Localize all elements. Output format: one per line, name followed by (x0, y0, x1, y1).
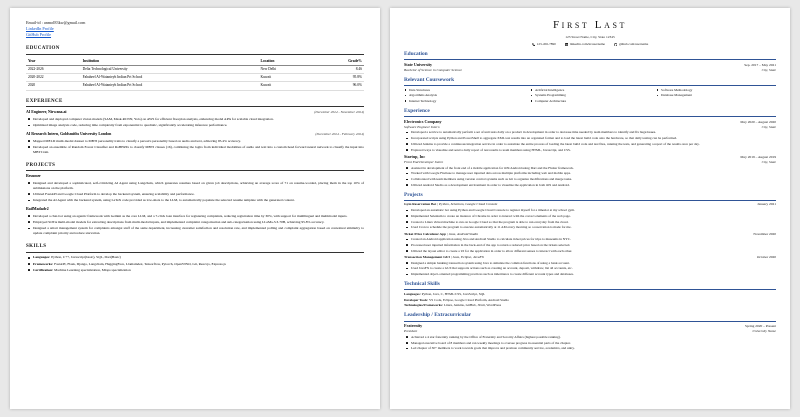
list-item: Systems Programming (530, 93, 650, 98)
project-sep: | (445, 231, 449, 236)
cell-institution: Delta Technological University (81, 66, 259, 74)
project-bullets (26, 181, 364, 203)
phone-icon (532, 43, 535, 46)
list-item: Used Cron to schedule the program to execute automatically at 11 AM every morning so a reservation is made for me. (411, 225, 776, 230)
project-title-group (404, 255, 484, 260)
page-title: First Last (552, 19, 628, 31)
leadership-divider (404, 321, 776, 322)
address-line: 123 Street Name, City, State 12345 (565, 34, 615, 39)
list-item: Explored ways to visualize and send a daily report of test results to team members using HTML, Javascript, and CSS. (411, 148, 776, 153)
job-bullets (404, 166, 776, 188)
project-entry-header (404, 202, 776, 207)
table-row (26, 74, 364, 82)
linkedin-text: linkedin.com/in/username (569, 42, 606, 46)
list-item: Managed executive board of 8 members and ran weekly meetings to oversee progress in essential parts of the chapter. (411, 341, 776, 346)
cell-grade: 96.0% (315, 82, 364, 90)
project-tech-list: Java, Android Studio (448, 231, 479, 236)
list-item (33, 255, 364, 260)
list-item: Artificial Intelligence (530, 88, 650, 93)
school-date: Sep. 2017 – May 2021 (744, 62, 776, 67)
cell-grade: 8.46 (315, 66, 364, 74)
github-contact[interactable] (614, 42, 648, 47)
job-date: May 2019 – August 2019 (740, 154, 776, 159)
list-item: Developed a chat-bot using an agentic framework with Gemini as the core LLM, and a 7-click loan interface for registering complaints, reducing registration time by 30%, with support for multilingual and multimodal inputs. (33, 214, 364, 219)
experience-heading: Experience (404, 107, 430, 114)
project-entry-header (404, 232, 776, 237)
leadership-role: President (404, 329, 418, 334)
list-item: Data Structures (404, 88, 524, 93)
list-item: Developed an automatic bot using Python and Google Cloud Console to register myself for a timeslot at my school gym. (411, 208, 776, 213)
skill-value: Python, C++, Javascript(basic), SQL, Dart(Basic) (50, 255, 121, 260)
job-title: AI Research Intern, Goldsmiths University London (26, 131, 112, 136)
col-year: Year (26, 58, 81, 66)
experience-entry-sub (404, 125, 776, 130)
project-bullets (404, 261, 776, 277)
list-item: Optimized image analysis code, reducing time complexity from exponential to quadratic, significantly accelerating inference performance. (33, 123, 364, 128)
contact-block (26, 20, 364, 38)
github-text: github.com/username (618, 42, 649, 46)
skill-label: Certification: (33, 267, 54, 272)
email-line: Email-id : anmol83kw@gmail.com (26, 20, 86, 25)
project-name: Transaction Management GUI (404, 255, 450, 260)
projects-heading: PROJECTS (26, 162, 56, 168)
list-item: Used JavaFX to create a GUI that supports actions such as creating an account, deposit, withdraw, list all accounts, etc. (411, 266, 776, 271)
project-entry (26, 207, 364, 236)
technical-skills-heading: Technical Skills (404, 280, 440, 287)
list-item: Utilized the layout editor to create a UI for the application in order to allow different senses to interact with each other. (411, 249, 776, 254)
skill-line (404, 303, 776, 308)
list-item: Assisted in development of the front end of a mobile application for iOS/Android using Dart and the Flutter framework. (411, 166, 776, 171)
experience-heading: EXPERIENCE (26, 98, 63, 104)
experience-entry-header (26, 110, 364, 116)
list-item: Computer Architecture (530, 99, 650, 104)
cell-institution: Fahaheel Al-Watanieyh Indian Prt School (81, 82, 259, 90)
job-bullets (404, 130, 776, 152)
leadership-location: University Name (752, 329, 776, 334)
cell-institution: Fahaheel Al-Watanieyh Indian Prt School (81, 74, 259, 82)
list-item: Utilized Jenkins to provide a continuous integration service in order to automate the entire process of loading the latest build code and test files, running the tests, and generating a report of the results once per day. (411, 142, 776, 147)
project-entry (404, 232, 776, 254)
skills-divider (26, 252, 364, 253)
table-header-row (26, 58, 364, 66)
project-name: Resumer (26, 174, 41, 179)
projects-divider (404, 200, 776, 201)
leadership-bullets (404, 335, 776, 351)
cell-year: 2022-2026 (26, 66, 81, 74)
education-divider (26, 54, 364, 55)
linkedin-link[interactable]: LinkedIn Profile (26, 26, 54, 32)
experience-entry (404, 154, 776, 188)
list-item: Developed a service to automatically perform a set of unit tests daily on a product in development in order to decrease time needed by team members to identify and fix bugs/issues. (411, 130, 776, 135)
list-item: Designed a simple banking transaction system using Java to simulate the common functions of using a bank account. (411, 261, 776, 266)
projects-heading: Projects (404, 191, 423, 198)
skill-label: Frameworks: (33, 261, 54, 266)
project-entry (404, 202, 776, 230)
col-institution: Institution (81, 58, 259, 66)
project-tech: | (436, 202, 439, 207)
education-heading: Education (404, 50, 428, 57)
list-item: Software Methodology (656, 88, 776, 93)
skill-value: Linux, Jenkins, GitHub, JUnit, WordPress (443, 303, 502, 308)
coursework-list (404, 88, 776, 104)
skill-label: Developer Tools: (404, 297, 429, 302)
school-name: State University (404, 61, 433, 67)
job-title: Front End Developer Intern (404, 159, 444, 164)
job-date: (December 2024 - February 2024) (315, 131, 364, 136)
education-table (26, 58, 364, 91)
cell-location: New Delhi (259, 66, 315, 74)
skill-label: Languages: (33, 255, 51, 260)
list-item: Developed and deployed computer vision models (SAM, Mask-RCNN, Yolo) on AWS for efficient floorplan analysis, enhancing model APIs for scalable cloud integration. (33, 117, 364, 122)
organization-name: Fraternity (404, 323, 423, 329)
list-item: Led chapter of 30+ members to work towards goals that improve and promote community service, academics, and unity. (411, 346, 776, 351)
leadership-heading: Leadership / Extracurricular (404, 312, 472, 319)
skill-value: FastAPI, Flask, Django, Langchain, HuggingFace, Llamaindex, Tensorflow, Pytorch, OpenVINO, Git, React.js, Express.js (53, 261, 226, 266)
col-grade: Grade% (315, 58, 364, 66)
project-date: January 2021 (757, 202, 776, 207)
degree-name: Bachelor of Science in Computer Science (404, 67, 463, 72)
project-name: Ticket Price Calculator App (404, 231, 446, 236)
technical-skills-divider (404, 289, 776, 290)
job-bullets (26, 117, 364, 128)
cell-location: Kuwait (259, 74, 315, 82)
list-item: Employed SOTA multi-modal models for extracting descriptions from multi-modal inputs, and implemented complaint categorisation and sub-categorisation using LLaMa-3.3-70B, achieving 95.8% accuracy. (33, 220, 364, 225)
right-resume-document (390, 8, 790, 409)
company-name: Startup, Inc (404, 153, 426, 159)
project-entry (26, 174, 364, 203)
coursework-divider (404, 85, 776, 86)
education-heading: EDUCATION (26, 46, 60, 52)
cell-location: Kuwait (259, 82, 315, 90)
list-item (33, 268, 364, 273)
project-sep: | (449, 255, 453, 260)
cell-year: 2020 (26, 82, 81, 90)
list-item: Worked with Google Firebase to manage user inputted data across multiple platforms including web and mobile apps. (411, 171, 776, 176)
project-tech-list: Python, Selenium, Google Cloud Console (439, 202, 498, 207)
cell-year: 2020-2022 (26, 74, 81, 82)
leadership-entry-sub (404, 329, 776, 334)
phone-contact (532, 42, 556, 47)
list-item: Utilized FastAPI and Google Cloud Platform to develop the backend system, ensuring scalability and performance. (33, 192, 364, 197)
job-date: May 2020 – August 2020 (740, 119, 776, 124)
list-item: Algorithms Analysis (404, 93, 524, 98)
job-date: (December 2024 - November 2024) (314, 110, 364, 115)
company-name: Electronics Company (404, 118, 442, 124)
list-item: Designed a smart management system for complaints amongst staff of the same department, increasing customer satisfaction and resolution rate, and implemented polling and complaint aggregation based on contextual similarity to update complaint priority and reduce starvation. (33, 225, 364, 235)
job-title: Software Engineer Intern (404, 124, 440, 129)
experience-divider (404, 116, 776, 117)
skill-value: Python, Java, C, HTML/CSS, JavaScript, SQL (420, 291, 486, 296)
skill-value: Machine Learning specialization, Mlops specialization (53, 267, 131, 272)
contact-row (404, 42, 776, 47)
experience-entry (404, 119, 776, 153)
experience-entry (26, 110, 364, 128)
list-item: Processed user inputted information in the back-end of the app to return a reduced price based on the tickets selected. (411, 243, 776, 248)
cell-grade: 95.8% (315, 74, 364, 82)
project-name: Gym Reservation Bot (404, 202, 437, 207)
linkedin-icon (565, 43, 568, 46)
skill-line (404, 298, 776, 303)
job-title: AI Engineer, Nirwana.ai (26, 110, 67, 115)
list-item: Database Management (656, 93, 776, 98)
github-icon (614, 43, 617, 46)
github-link[interactable]: GitHub Profile (26, 32, 52, 38)
linkedin-contact[interactable] (565, 42, 605, 47)
list-item: Incorporated scripts using Python and PowerShell to aggregate XML test results into an organized format and to load the latest build code onto the hardware, so that daily testing can be performed. (411, 136, 776, 141)
project-bullets (26, 214, 364, 236)
skills-list (26, 255, 364, 272)
project-date: October 2020 (756, 255, 776, 260)
list-item: Created a Linux virtual machine to run on Google Cloud so that the program is able to run everyday from the cloud. (411, 220, 776, 225)
experience-entry-header (26, 132, 364, 138)
education-divider (404, 59, 776, 60)
skill-line (404, 292, 776, 297)
table-row (26, 82, 364, 90)
list-item: Collaborated with team members using version control systems such as Git to organize modifications and merge tasks. (411, 177, 776, 182)
list-item: Integrated the AI Agent with the backend system, using LaTeX code provided as low-shots to the LLM, to automatically populate the selected resume template with the generated content. (33, 198, 364, 203)
list-item: Developed an ensemble of Random Forest Classifier and RoBERTa to classify MBTI classes (16), combining the logits from individual modalities of audio and text into a custom head forward neural network to classify the input into MBTI trait. (33, 144, 364, 154)
skill-label: Languages: (404, 291, 421, 296)
job-location: City, State (761, 159, 776, 164)
job-location: City, State (761, 124, 776, 129)
skill-label: Technologies/Frameworks: (404, 303, 444, 308)
project-tech-list: Java, Eclipse, JavaFX (452, 255, 484, 260)
project-entry-header (404, 255, 776, 260)
school-location: City, State (761, 67, 776, 72)
list-item: Utilized Android Studio as a development environment in order to visualize the application in both iOS and Android. (411, 183, 776, 188)
col-location: Location (259, 58, 315, 66)
list-item: Mapped MELD multi-modal dataset to MBTI personality traits to classify a person's personality based on audio and text, achieving 95.4% accuracy. (33, 139, 364, 144)
list-item: Created an Android application using Java and Android Studio to calculate ticket prices for trips to museums in NYC. (411, 237, 776, 242)
skills-heading: SKILLS (26, 243, 47, 249)
list-item: Implemented Selenium to create an instance of Chrome in order to interact with the correct elements of the web page. (411, 214, 776, 219)
experience-entry (26, 132, 364, 155)
job-bullets (26, 139, 364, 155)
project-title-group (404, 202, 497, 207)
table-row (26, 66, 364, 74)
project-date: November 2020 (753, 231, 776, 236)
list-item: Achieved a 4 star fraternity ranking by the Office of Fraternity and Sorority Affairs (highest possible ranking). (411, 335, 776, 340)
left-resume-document (10, 8, 380, 409)
project-entry (404, 255, 776, 277)
list-item: Designed and developed a sophisticated, self-criticizing AI Agent using Langchain, which generates resumes based on given job descriptions, achieving an average score of 71 on resume-worded, placing them in the top 10% of submissions on the platform. (33, 180, 364, 190)
education-entry-sub (404, 68, 776, 73)
project-bullets (404, 208, 776, 230)
experience-divider (26, 106, 364, 107)
list-item: Implemented object-oriented programming practices such as inheritance to create different account types and databases. (411, 272, 776, 277)
list-item (33, 262, 364, 267)
skill-value: VS Code, Eclipse, Google Cloud Platform, Android Studio (428, 297, 509, 302)
coursework-heading: Relevant Coursework (404, 76, 455, 83)
project-bullets (404, 237, 776, 253)
project-title-group (404, 232, 478, 237)
leadership-date: Spring 2020 – Present (744, 324, 776, 329)
project-name: RailMadadv2 (26, 207, 49, 211)
experience-entry-sub (404, 160, 776, 165)
phone-text: 123-456-7890 (536, 42, 556, 46)
list-item: Internet Technology (404, 99, 524, 104)
projects-divider (26, 170, 364, 171)
